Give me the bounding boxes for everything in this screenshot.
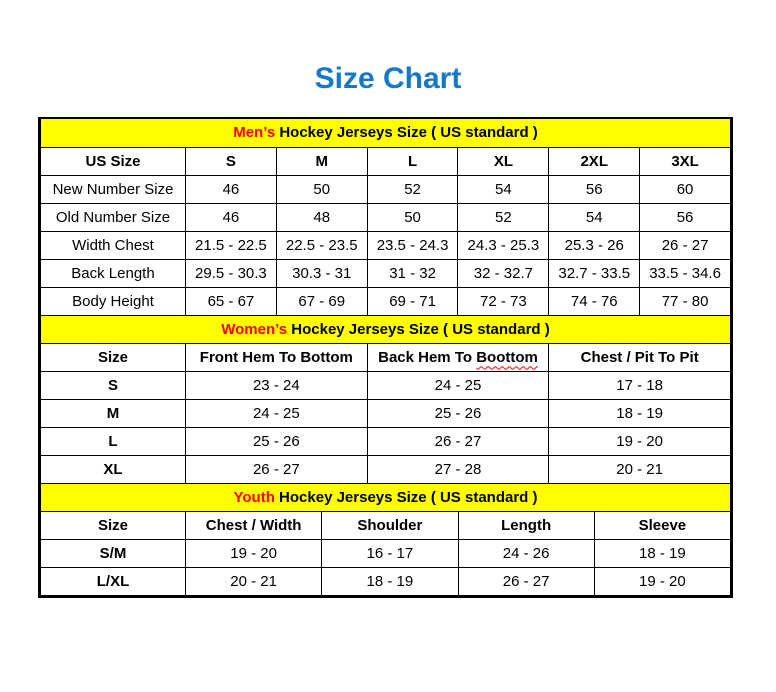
row-label: XL	[41, 455, 186, 483]
value-cell: 24 - 25	[367, 371, 549, 399]
value-cell: 67 - 69	[276, 287, 367, 315]
value-cell: 19 - 20	[549, 427, 731, 455]
value-cell: 60	[640, 175, 731, 203]
value-cell: 19 - 20	[186, 539, 322, 567]
value-cell: 54	[549, 203, 640, 231]
misspelled-word: Boottom	[476, 348, 538, 366]
column-header: Shoulder	[322, 511, 458, 539]
table-row	[41, 175, 731, 203]
value-cell: 52	[458, 203, 549, 231]
value-cell: 74 - 76	[549, 287, 640, 315]
table-row	[41, 455, 731, 483]
value-cell: 46	[186, 175, 277, 203]
column-header: Back Hem To Boottom	[367, 343, 549, 371]
value-cell: 21.5 - 22.5	[186, 231, 277, 259]
value-cell: 48	[276, 203, 367, 231]
mens-section-title: Men’s Hockey Jerseys Size ( US standard )	[41, 119, 731, 147]
row-label: Width Chest	[41, 231, 186, 259]
table-row	[41, 539, 731, 567]
table-row	[41, 203, 731, 231]
womens-title-highlight: Women’s	[221, 320, 288, 338]
row-label: Back Length	[41, 259, 186, 287]
value-cell: 32 - 32.7	[458, 259, 549, 287]
womens-band-row	[41, 315, 731, 343]
table-row	[41, 259, 731, 287]
value-cell: 18 - 19	[322, 567, 458, 595]
value-cell: 24 - 25	[186, 399, 368, 427]
column-header: M	[276, 147, 367, 175]
value-cell: 50	[367, 203, 458, 231]
row-label: Body Height	[41, 287, 186, 315]
value-cell: 31 - 32	[367, 259, 458, 287]
value-cell: 52	[367, 175, 458, 203]
value-cell: 56	[549, 175, 640, 203]
value-cell: 23.5 - 24.3	[367, 231, 458, 259]
value-cell: 27 - 28	[367, 455, 549, 483]
size-tables	[38, 117, 733, 598]
column-header: Size	[41, 343, 186, 371]
value-cell: 25.3 - 26	[549, 231, 640, 259]
value-cell: 20 - 21	[549, 455, 731, 483]
column-header: S	[186, 147, 277, 175]
row-label: New Number Size	[41, 175, 186, 203]
value-cell: 26 - 27	[458, 567, 594, 595]
column-header: Front Hem To Bottom	[186, 343, 368, 371]
value-cell: 69 - 71	[367, 287, 458, 315]
table-row	[41, 287, 731, 315]
size-table-youth	[40, 483, 731, 596]
mens-band-row	[41, 119, 731, 147]
value-cell: 16 - 17	[322, 539, 458, 567]
value-cell: 26 - 27	[186, 455, 368, 483]
value-cell: 26 - 27	[640, 231, 731, 259]
value-cell: 30.3 - 31	[276, 259, 367, 287]
row-label: S	[41, 371, 186, 399]
value-cell: 50	[276, 175, 367, 203]
youth-title-highlight: Youth	[233, 488, 275, 506]
column-header: 2XL	[549, 147, 640, 175]
size-table-mens	[40, 119, 731, 316]
value-cell: 32.7 - 33.5	[549, 259, 640, 287]
value-cell: 25 - 26	[367, 399, 549, 427]
value-cell: 23 - 24	[186, 371, 368, 399]
value-cell: 26 - 27	[367, 427, 549, 455]
value-cell: 19 - 20	[594, 567, 730, 595]
table-row	[41, 231, 731, 259]
row-label: L/XL	[41, 567, 186, 595]
row-label: L	[41, 427, 186, 455]
value-cell: 54	[458, 175, 549, 203]
column-header: Length	[458, 511, 594, 539]
value-cell: 29.5 - 30.3	[186, 259, 277, 287]
column-header: 3XL	[640, 147, 731, 175]
value-cell: 24.3 - 25.3	[458, 231, 549, 259]
column-header: Sleeve	[594, 511, 730, 539]
value-cell: 56	[640, 203, 731, 231]
column-header: Chest / Width	[186, 511, 322, 539]
womens-header-row	[41, 343, 731, 371]
value-cell: 77 - 80	[640, 287, 731, 315]
column-header: XL	[458, 147, 549, 175]
value-cell: 24 - 26	[458, 539, 594, 567]
table-row	[41, 371, 731, 399]
row-label: M	[41, 399, 186, 427]
value-cell: 72 - 73	[458, 287, 549, 315]
table-row	[41, 567, 731, 595]
youth-section-title: Youth Hockey Jerseys Size ( US standard )	[41, 483, 731, 511]
table-row	[41, 427, 731, 455]
column-header: Size	[41, 511, 186, 539]
column-header: Chest / Pit To Pit	[549, 343, 731, 371]
youth-header-row	[41, 511, 731, 539]
value-cell: 65 - 67	[186, 287, 277, 315]
column-header: L	[367, 147, 458, 175]
page-title: Size Chart	[314, 62, 462, 95]
mens-header-row	[41, 147, 731, 175]
mens-title-highlight: Men’s	[233, 124, 276, 142]
row-label: S/M	[41, 539, 186, 567]
value-cell: 46	[186, 203, 277, 231]
value-cell: 18 - 19	[549, 399, 731, 427]
column-header: US Size	[41, 147, 186, 175]
row-label: Old Number Size	[41, 203, 186, 231]
youth-band-row	[41, 483, 731, 511]
value-cell: 25 - 26	[186, 427, 368, 455]
womens-section-title: Women’s Hockey Jerseys Size ( US standard )	[41, 315, 731, 343]
value-cell: 17 - 18	[549, 371, 731, 399]
table-row	[41, 399, 731, 427]
value-cell: 20 - 21	[186, 567, 322, 595]
value-cell: 18 - 19	[594, 539, 730, 567]
size-table-womens	[40, 315, 731, 484]
value-cell: 22.5 - 23.5	[276, 231, 367, 259]
value-cell: 33.5 - 34.6	[640, 259, 731, 287]
